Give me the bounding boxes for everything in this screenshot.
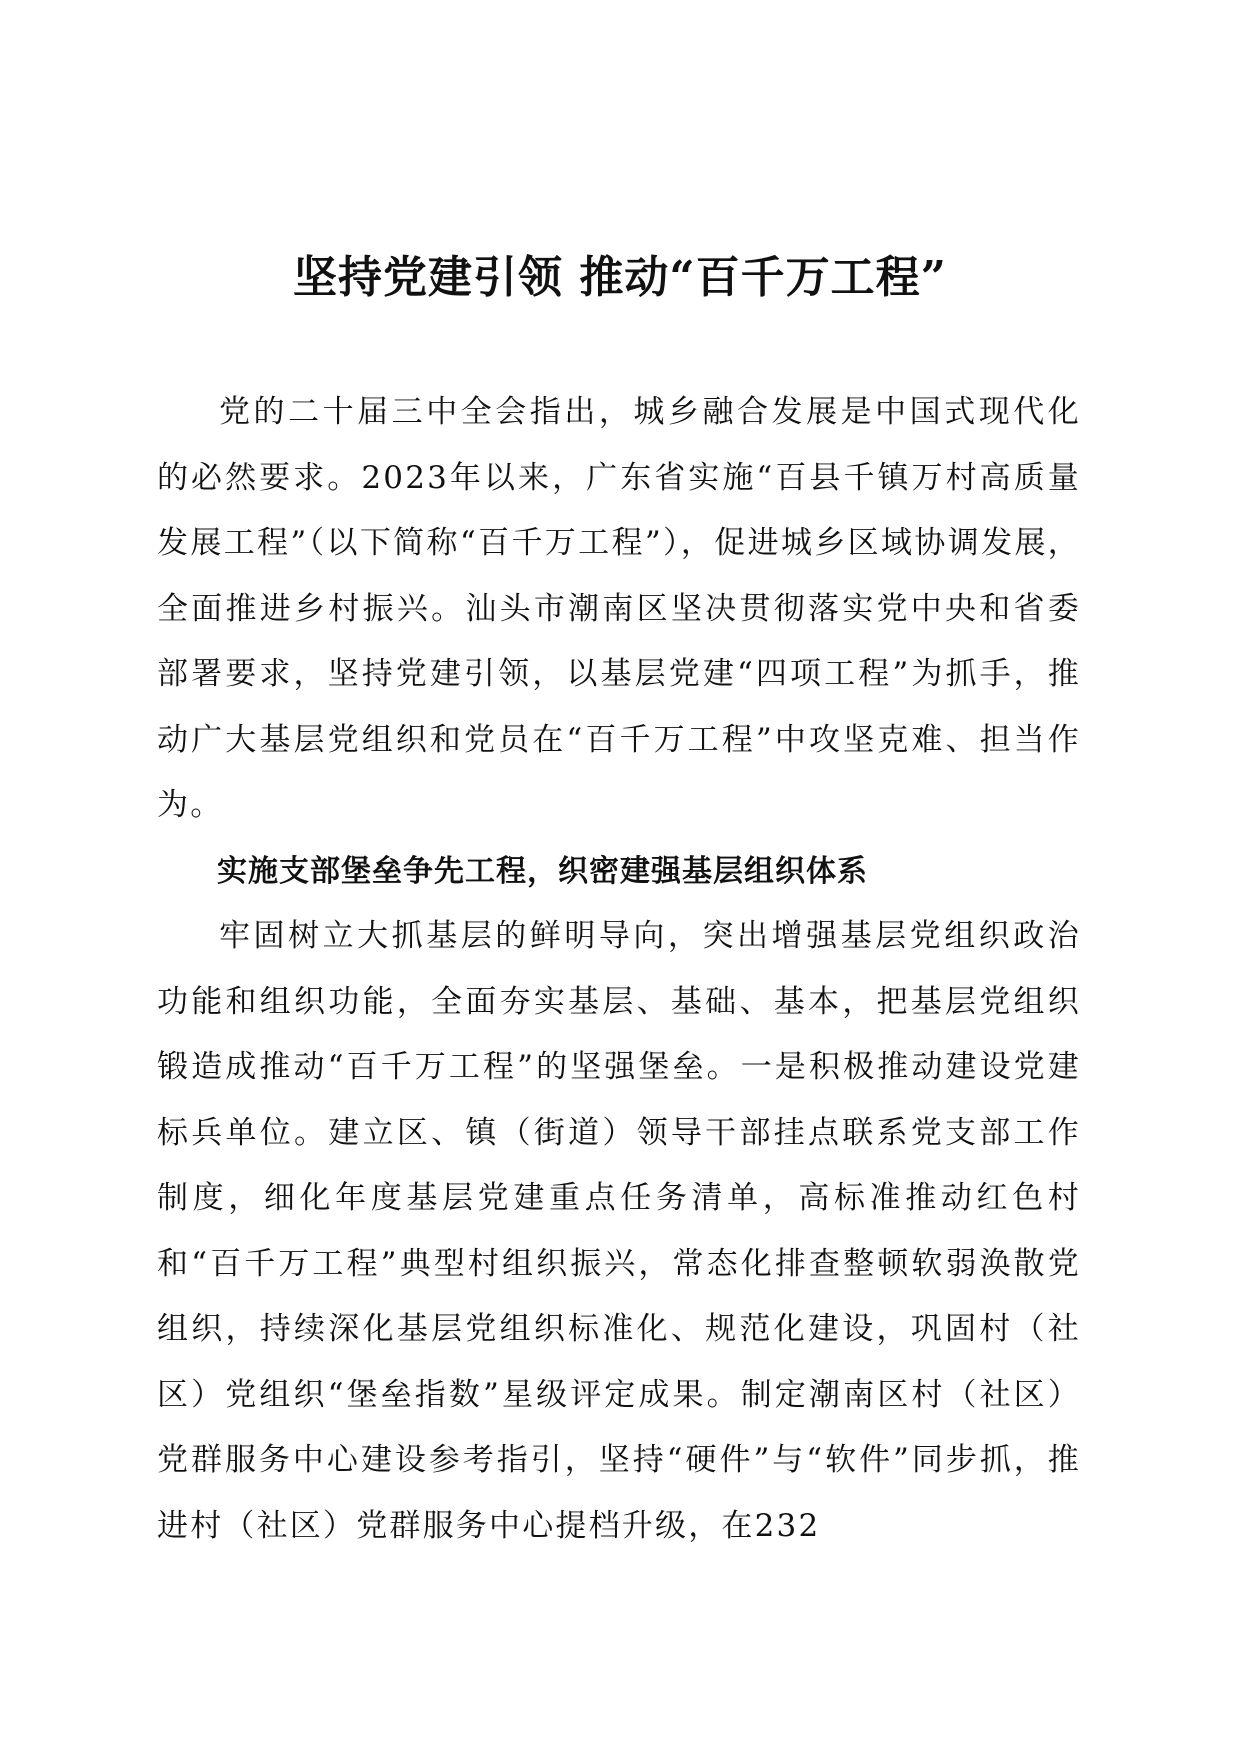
section-heading-1: 实施支部堡垒争先工程，织密建强基层组织体系 (217, 853, 868, 889)
paragraph-section-1: 牢固树立大抓基层的鲜明导向，突出增强基层党组织政治功能和组织功能，全面夯实基层、基础、基本，把基层党组织锻造成推动“百千万工程”的坚强堡垒。一是积极推动建设党建标兵单位。建立区、镇（街道）领导干部挂点联系党支部工作制度，细化年度基层党建重点任务清单，高标准推动红色村和“百千万工程”典型村组织振兴，常态化排查整顿软弱涣散党组织，持续深化基层党组织标准化、规范化建设，巩固村（社区）党组织“堡垒指数”星级评定成果。制定潮南区村（社区）党群服务中心建设参考指引，坚持“硬件”与“软件”同步抓，推进村（社区）党群服务中心提档升级，在232 (157, 918, 1081, 1544)
document-body (157, 380, 1081, 1559)
document-title: 坚持党建引领 推动“百千万工程” (293, 252, 947, 303)
paragraph-intro: 党的二十届三中全会指出，城乡融合发展是中国式现代化的必然要求。2023年以来，广东省实施“百县千镇万村高质量发展工程”（以下简称“百千万工程”），促进城乡区域协调发展，全面推进乡村振兴。汕头市潮南区坚决贯彻落实党中央和省委部署要求，坚持党建引领，以基层党建“四项工程”为抓手，推动广大基层党组织和党员在“百千万工程”中攻坚克难、担当作为。 (157, 394, 1081, 823)
